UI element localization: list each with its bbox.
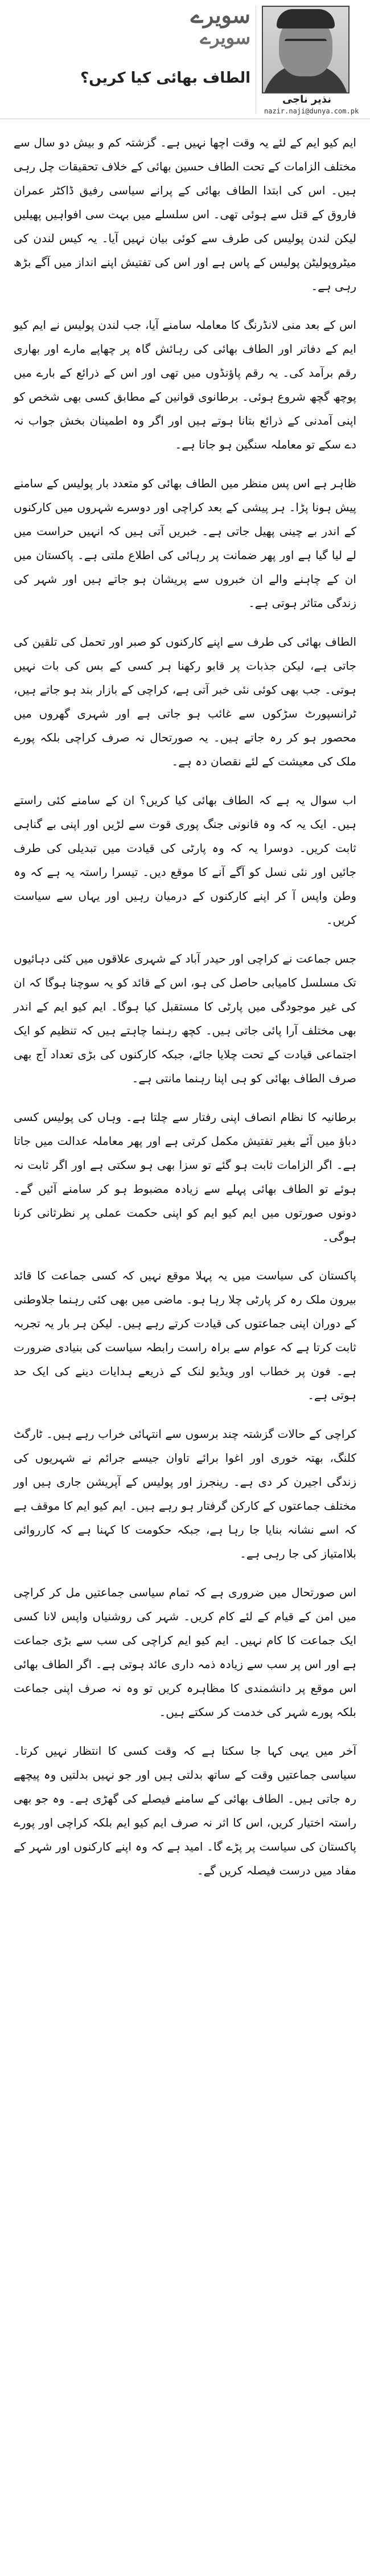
article-paragraph: جس جماعت نے کراچی اور حیدر آباد کے شہری علاقوں میں کئی دہائیوں تک مسلسل کامیابی حاصل کی ہو، اس کے قائد کو یہ سوچنا ہوگا کہ ان کی غیر موجودگی میں پارٹی کا مستقبل کیا ہوگا۔ ایم کیو ایم کے اندر بھی مختلف آرا پائی جاتی ہیں۔ کچھ رہنما چاہتے ہیں کہ تنظیم کو ایک اجتماعی قیادت کے تحت چلایا جائے، جبکہ کارکنوں کی بڑی تعداد آج بھی صرف الطاف بھائی کو ہی اپنا رہنما مانتی ہے۔: [14, 952, 356, 1085]
column-logo-line2: سویرے: [200, 27, 250, 48]
author-photo: [262, 6, 350, 93]
article-paragraph: ظاہر ہے اس پس منظر میں الطاف بھائی کو متعدد بار پولیس کے سامنے پیش ہونا پڑا۔ ہر پیشی کے بعد کراچی اور دوسرے شہروں میں کارکنوں کے اندر بے چینی پھیل جاتی ہے۔ خبریں آتی ہیں کہ انہیں حراست میں لے لیا گیا ہے اور پھر ضمانت پر رہائی کی اطلاع ملتی ہے۔ پاکستان میں ان کے چاہنے والے ان خبروں سے پریشان ہو جاتے ہیں اور شہر کی زندگی متاثر ہوتی ہے۔: [14, 476, 356, 610]
article-paragraph: اب سوال یہ ہے کہ الطاف بھائی کیا کریں؟ ان کے سامنے کئی راستے ہیں۔ ایک یہ کہ وہ قانونی جنگ پوری قوت سے لڑیں اور اپنی بے گناہی ثابت کریں۔ دوسرا یہ کہ وہ پارٹی کی قیادت میں تبدیلی کی طرف جائیں اور نئی نسل کو آگے آنے کا موقع دیں۔ تیسرا راستہ یہ ہے کہ وہ وطن واپس آ کر اپنے کارکنوں کے درمیان رہیں اور یہاں سے سیاست کریں۔: [14, 793, 356, 927]
article-headline: الطاف بھائی کیا کریں؟: [80, 70, 250, 87]
column-logo: [168, 2, 250, 48]
author-photo-hair: [277, 9, 335, 28]
article-paragraph: آخر میں یہی کہا جا سکتا ہے کہ وقت کسی کا انتظار نہیں کرتا۔ سیاسی جماعتیں وقت کے ساتھ بدلتی ہیں اور جو نہیں بدلتیں وہ پیچھے رہ جاتی ہیں۔ الطاف بھائی کے سامنے فیصلے کی گھڑی ہے۔ وہ جو بھی راستہ اختیار کریں، اس کا اثر نہ صرف ایم کیو ایم بلکہ کراچی اور پورے پاکستان کی سیاست پر پڑے گا۔ امید ہے کہ وہ اپنے کارکنوں اور شہر کے مفاد میں درست فیصلہ کریں گے۔: [14, 1744, 356, 1877]
column-header: [0, 0, 370, 119]
author-photo-glasses: [285, 39, 327, 51]
article-paragraph: الطاف بھائی کی طرف سے اپنے کارکنوں کو صبر اور تحمل کی تلقین کی جاتی ہے، لیکن جذبات پر قابو رکھنا ہر کسی کے بس کی بات نہیں ہوتی۔ جب بھی کوئی نئی خبر آتی ہے، کراچی کے بازار بند ہو جاتے ہیں، ٹرانسپورٹ سڑکوں سے غائب ہو جاتی ہے اور شہری گھروں میں محصور ہو کر رہ جاتے ہیں۔ یہ صورتحال نہ صرف کراچی بلکہ پورے ملک کی معیشت کے لئے نقصان دہ ہے۔: [14, 635, 356, 768]
article-paragraph: اس کے بعد منی لانڈرنگ کا معاملہ سامنے آیا، جب لندن پولیس نے ایم کیو ایم کے دفاتر اور الطاف بھائی کی رہائش گاہ پر چھاپے مارے اور بھاری رقم برآمد کی۔ یہ رقم پاؤنڈوں میں تھی اور اس کے ذرائع کے بارے میں پوچھ گچھ شروع ہوئی۔ برطانوی قوانین کے مطابق کسی بھی شخص کو اپنی آمدنی کے ذرائع بتانا ہوتے ہیں اور اگر وہ اطمینان بخش جواب نہ دے سکے تو معاملہ سنگین ہو جاتا ہے۔: [14, 318, 356, 451]
author-email: nazir.naji@dunya.com.pk: [264, 107, 359, 115]
author-name: نذیر ناجی: [282, 93, 332, 105]
column-logo-line1: سویرے: [190, 2, 250, 28]
article-paragraph: کراچی کے حالات گزشتہ چند برسوں سے انتہائی خراب رہے ہیں۔ ٹارگٹ کلنگ، بھتہ خوری اور اغوا برائے تاوان جیسے جرائم نے شہریوں کی زندگی اجیرن کر دی ہے۔ رینجرز اور پولیس کے آپریشن جاری ہیں اور مختلف جماعتوں کے کارکن گرفتار ہو رہے ہیں۔ ایم کیو ایم کا موقف ہے کہ اسے نشانہ بنایا جا رہا ہے، جبکہ حکومت کا کہنا ہے کہ کارروائی بلاامتیاز کی جا رہی ہے۔: [14, 1427, 356, 1560]
article-paragraph: اس صورتحال میں ضروری ہے کہ تمام سیاسی جماعتیں مل کر کراچی میں امن کے قیام کے لئے کام کریں۔ شہر کی روشنیاں واپس لانا کسی ایک جماعت کا کام نہیں۔ ایم کیو ایم کراچی کی سب سے بڑی جماعت ہے اور اس پر سب سے زیادہ ذمہ داری عائد ہوتی ہے۔ اگر الطاف بھائی اس موقع پر دانشمندی کا مظاہرہ کریں تو وہ نہ صرف اپنی جماعت بلکہ پورے شہر کی خدمت کر سکتے ہیں۔: [14, 1585, 356, 1719]
article-paragraph: ایم کیو ایم کے لئے یہ وقت اچھا نہیں ہے۔ گزشتہ کم و بیش دو سال سے مختلف الزامات کے تحت الطاف حسین بھائی کے خلاف تحقیقات چل رہی ہیں۔ اس کی ابتدا الطاف بھائی کے پرانے سیاسی رفیق ڈاکٹر عمران فاروق کے قتل سے ہوئی تھی۔ اس سلسلے میں بہت سی افواہیں پھیلیں لیکن لندن پولیس کی طرف سے کوئی بیان نہیں آیا۔ یہ کیس لندن کی میٹروپولیٹن پولیس کے پاس ہے اور اس کی تفتیش اپنے انداز میں آگے بڑھ رہی ہے۔: [14, 136, 356, 293]
article-body: [0, 119, 370, 1882]
article-paragraph: برطانیہ کا نظام انصاف اپنی رفتار سے چلتا ہے۔ وہاں کی پولیس کسی دباؤ میں آئے بغیر تفتیش مکمل کرتی ہے اور پھر معاملہ عدالت میں جاتا ہے۔ اگر الزامات ثابت ہو گئے تو سزا بھی ہو سکتی ہے اور اگر ثابت نہ ہوئے تو الطاف بھائی پہلے سے زیادہ مضبوط ہو کر سامنے آئیں گے۔ دونوں صورتوں میں ایم کیو ایم کو اپنی حکمت عملی پر نظرثانی کرنا ہوگی۔: [14, 1110, 356, 1244]
article-paragraph: پاکستان کی سیاست میں یہ پہلا موقع نہیں کہ کسی جماعت کا قائد بیرون ملک رہ کر پارٹی چلا رہا ہو۔ ماضی میں بھی کئی رہنما جلاوطنی کے دوران اپنی جماعتوں کی قیادت کرتے رہے ہیں۔ لیکن ہر بار یہ تجربہ ثابت کرتا ہے کہ عوام سے براہ راست رابطہ سیاست کی بنیادی ضرورت ہے۔ فون پر خطاب اور ویڈیو لنک کے ذریعے ہدایات دینے کی ایک حد ہوتی ہے۔: [14, 1269, 356, 1402]
